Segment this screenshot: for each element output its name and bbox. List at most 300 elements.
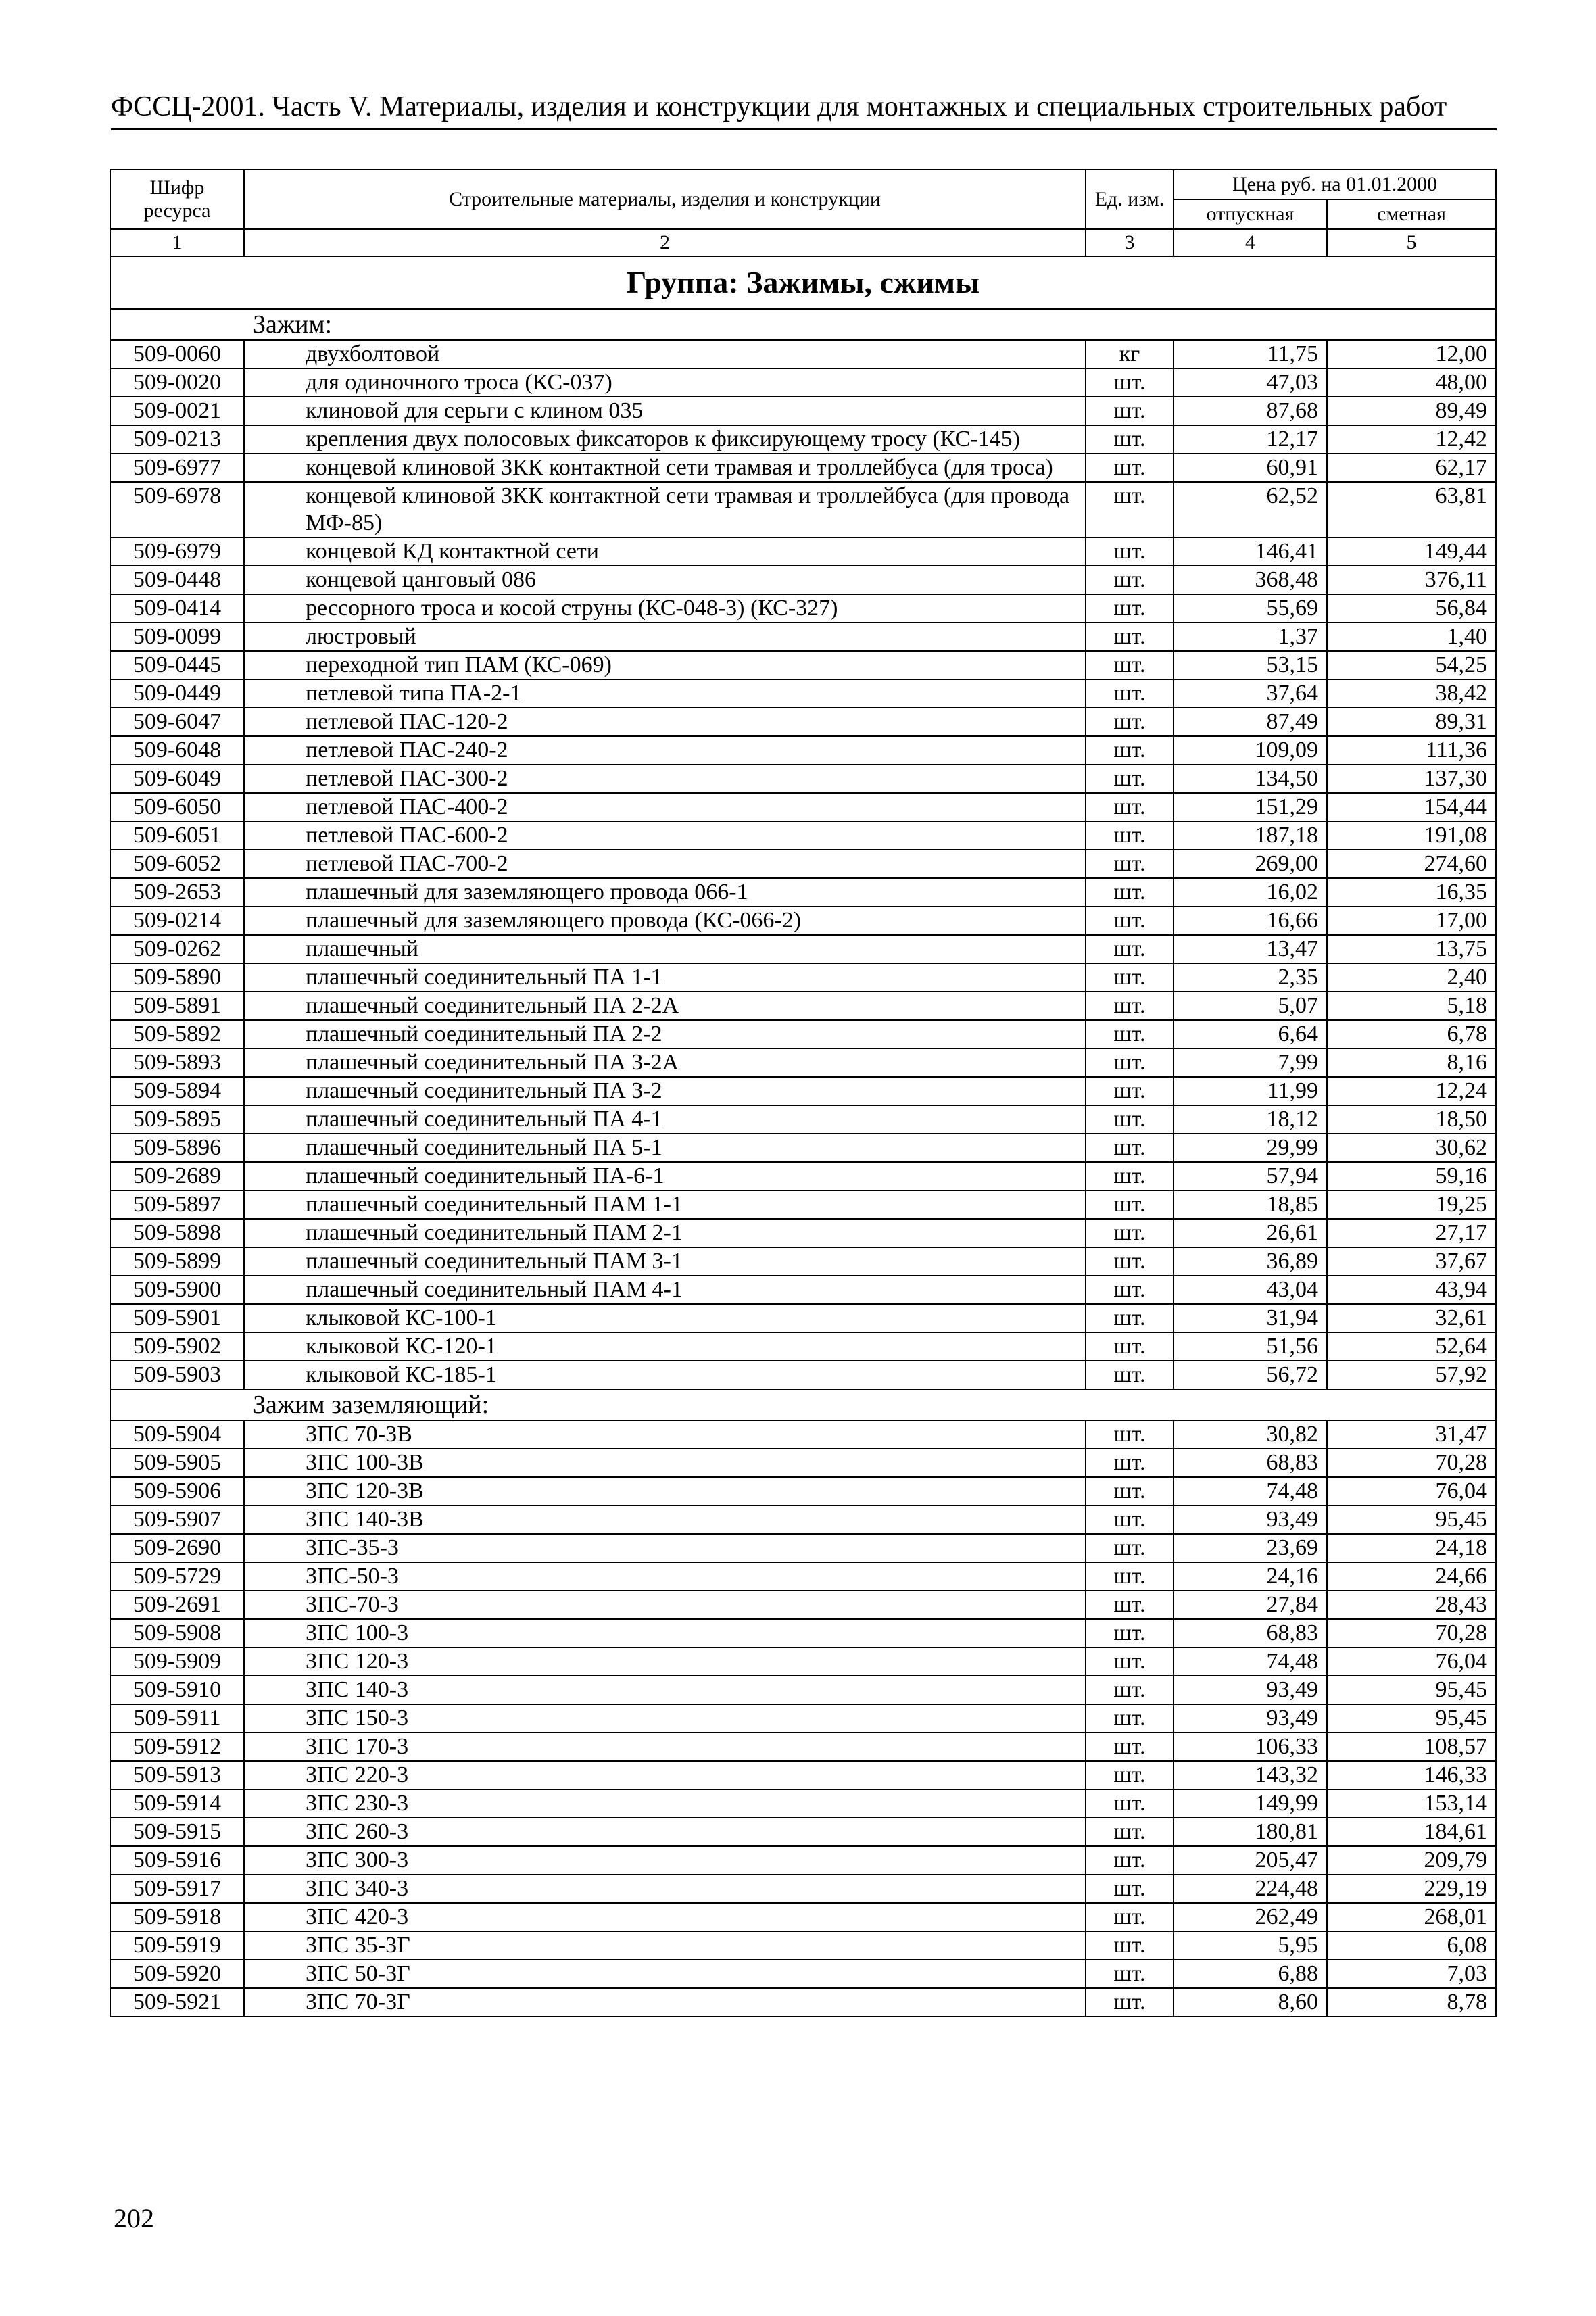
cell-code: 509-5906 [110, 1477, 244, 1505]
cell-unit: шт. [1086, 1818, 1174, 1846]
cell-code: 509-6047 [110, 708, 244, 736]
cell-unit: шт. [1086, 1676, 1174, 1704]
cell-code: 509-5897 [110, 1190, 244, 1219]
table-row [110, 907, 1496, 935]
table-row [110, 623, 1496, 651]
cell-code: 509-0414 [110, 594, 244, 623]
cell-unit: шт. [1086, 793, 1174, 821]
cell-code: 509-6051 [110, 821, 244, 850]
col-header-unit: Ед. изм. [1086, 170, 1174, 229]
table-row [110, 1304, 1496, 1332]
cell-release-price: 16,02 [1174, 878, 1327, 907]
cell-estimate-price: 18,50 [1327, 1105, 1496, 1134]
cell-estimate-price: 12,24 [1327, 1077, 1496, 1105]
cell-release-price: 269,00 [1174, 850, 1327, 878]
cell-code: 509-5902 [110, 1332, 244, 1361]
cell-estimate-price: 43,94 [1327, 1276, 1496, 1304]
table-row [110, 793, 1496, 821]
cell-estimate-price: 37,67 [1327, 1247, 1496, 1276]
cell-estimate-price: 268,01 [1327, 1903, 1496, 1931]
table-row [110, 935, 1496, 963]
cell-estimate-price: 70,28 [1327, 1619, 1496, 1647]
cell-name: клыковой КС-120-1 [244, 1332, 1086, 1361]
cell-name: концевой цанговый 086 [244, 566, 1086, 594]
cell-unit: шт. [1086, 935, 1174, 963]
col-header-release-price: отпускная [1174, 199, 1327, 229]
cell-estimate-price: 12,00 [1327, 340, 1496, 368]
table-row [110, 1332, 1496, 1361]
cell-unit: шт. [1086, 1449, 1174, 1477]
cell-name: плашечный соединительный ПА 2-2А [244, 992, 1086, 1020]
cell-estimate-price: 28,43 [1327, 1591, 1496, 1619]
page-title: ФССЦ-2001. Часть V. Материалы, изделия и конструкции для монтажных и специальных строительных работ [111, 91, 1447, 122]
cell-release-price: 109,09 [1174, 736, 1327, 765]
cell-release-price: 180,81 [1174, 1818, 1327, 1846]
cell-code: 509-5908 [110, 1619, 244, 1647]
cell-code: 509-6050 [110, 793, 244, 821]
cell-code: 509-5910 [110, 1676, 244, 1704]
cell-estimate-price: 8,16 [1327, 1048, 1496, 1077]
cell-name: плашечный соединительный ПАМ 4-1 [244, 1276, 1086, 1304]
table-row [110, 1048, 1496, 1077]
cell-name: концевой клиновой ЗКК контактной сети трамвая и троллейбуса (для троса) [244, 454, 1086, 482]
cell-unit: шт. [1086, 425, 1174, 454]
table-row [110, 1420, 1496, 1449]
cell-code: 509-5917 [110, 1875, 244, 1903]
cell-name: рессорного троса и косой струны (КС-048-3) (КС-327) [244, 594, 1086, 623]
cell-unit: шт. [1086, 1477, 1174, 1505]
cell-unit: шт. [1086, 1875, 1174, 1903]
cell-code: 509-0448 [110, 566, 244, 594]
cell-name: петлевой ПАС-600-2 [244, 821, 1086, 850]
table-row [110, 651, 1496, 679]
cell-estimate-price: 76,04 [1327, 1647, 1496, 1676]
table-row [110, 1020, 1496, 1048]
cell-code: 509-5913 [110, 1761, 244, 1789]
cell-estimate-price: 376,11 [1327, 566, 1496, 594]
cell-estimate-price: 137,30 [1327, 765, 1496, 793]
cell-unit: шт. [1086, 482, 1174, 537]
cell-release-price: 62,52 [1174, 482, 1327, 537]
cell-unit: шт. [1086, 736, 1174, 765]
cell-estimate-price: 209,79 [1327, 1846, 1496, 1875]
cell-name: ЗПС 150-3 [244, 1704, 1086, 1733]
section-title: Зажим заземляющий: [110, 1389, 1496, 1420]
cell-unit: шт. [1086, 1077, 1174, 1105]
cell-code: 509-5901 [110, 1304, 244, 1332]
cell-unit: шт. [1086, 1420, 1174, 1449]
cell-release-price: 36,89 [1174, 1247, 1327, 1276]
table-header-row [110, 170, 1496, 199]
cell-code: 509-5891 [110, 992, 244, 1020]
cell-code: 509-6049 [110, 765, 244, 793]
cell-name: ЗПС 260-3 [244, 1818, 1086, 1846]
cell-code: 509-5907 [110, 1505, 244, 1534]
cell-unit: шт. [1086, 1162, 1174, 1190]
cell-release-price: 93,49 [1174, 1505, 1327, 1534]
cell-name: ЗПС 140-3 [244, 1676, 1086, 1704]
cell-estimate-price: 63,81 [1327, 482, 1496, 537]
table-row [110, 1903, 1496, 1931]
cell-estimate-price: 95,45 [1327, 1505, 1496, 1534]
cell-estimate-price: 2,40 [1327, 963, 1496, 992]
cell-code: 509-6978 [110, 482, 244, 537]
cell-estimate-price: 89,49 [1327, 397, 1496, 425]
cell-name: двухболтовой [244, 340, 1086, 368]
cell-name: плашечный соединительный ПА 5-1 [244, 1134, 1086, 1162]
table-row [110, 566, 1496, 594]
cell-estimate-price: 95,45 [1327, 1676, 1496, 1704]
cell-code: 509-5898 [110, 1219, 244, 1247]
cell-code: 509-0449 [110, 679, 244, 708]
table-row [110, 1647, 1496, 1676]
cell-name: плашечный соединительный ПАМ 2-1 [244, 1219, 1086, 1247]
cell-estimate-price: 108,57 [1327, 1733, 1496, 1761]
cell-estimate-price: 30,62 [1327, 1134, 1496, 1162]
cell-release-price: 205,47 [1174, 1846, 1327, 1875]
cell-name: плашечный соединительный ПАМ 1-1 [244, 1190, 1086, 1219]
cell-unit: шт. [1086, 992, 1174, 1020]
cell-estimate-price: 5,18 [1327, 992, 1496, 1020]
cell-estimate-price: 54,25 [1327, 651, 1496, 679]
cell-estimate-price: 7,03 [1327, 1960, 1496, 1988]
cell-code: 509-2653 [110, 878, 244, 907]
cell-code: 509-5920 [110, 1960, 244, 1988]
cell-name: концевой клиновой ЗКК контактной сети трамвая и троллейбуса (для провода МФ-85) [244, 482, 1086, 537]
cell-estimate-price: 146,33 [1327, 1761, 1496, 1789]
cell-unit: шт. [1086, 1247, 1174, 1276]
cell-release-price: 68,83 [1174, 1449, 1327, 1477]
cell-unit: кг [1086, 340, 1174, 368]
table-row [110, 1134, 1496, 1162]
cell-release-price: 87,68 [1174, 397, 1327, 425]
cell-release-price: 23,69 [1174, 1534, 1327, 1562]
cell-release-price: 2,35 [1174, 963, 1327, 992]
cell-unit: шт. [1086, 1704, 1174, 1733]
cell-name: ЗПС 100-3В [244, 1449, 1086, 1477]
cell-release-price: 5,95 [1174, 1931, 1327, 1960]
cell-estimate-price: 89,31 [1327, 708, 1496, 736]
cell-release-price: 68,83 [1174, 1619, 1327, 1647]
cell-name: плашечный соединительный ПА 1-1 [244, 963, 1086, 992]
cell-release-price: 37,64 [1174, 679, 1327, 708]
cell-name: плашечный соединительный ПАМ 3-1 [244, 1247, 1086, 1276]
cell-unit: шт. [1086, 1105, 1174, 1134]
cell-name: ЗПС 70-3В [244, 1420, 1086, 1449]
table-row [110, 1162, 1496, 1190]
cell-name: переходной тип ПАМ (КС-069) [244, 651, 1086, 679]
cell-estimate-price: 27,17 [1327, 1219, 1496, 1247]
table-row [110, 765, 1496, 793]
cell-name: петлевой ПАС-300-2 [244, 765, 1086, 793]
cell-unit: шт. [1086, 651, 1174, 679]
cell-release-price: 143,32 [1174, 1761, 1327, 1789]
cell-unit: шт. [1086, 1304, 1174, 1332]
table-row [110, 992, 1496, 1020]
cell-estimate-price: 6,78 [1327, 1020, 1496, 1048]
cell-release-price: 47,03 [1174, 368, 1327, 397]
column-number: 4 [1174, 229, 1327, 256]
cell-estimate-price: 48,00 [1327, 368, 1496, 397]
cell-unit: шт. [1086, 368, 1174, 397]
cell-unit: шт. [1086, 1761, 1174, 1789]
table-row [110, 1960, 1496, 1988]
cell-name: ЗПС-50-3 [244, 1562, 1086, 1591]
cell-release-price: 6,64 [1174, 1020, 1327, 1048]
cell-unit: шт. [1086, 963, 1174, 992]
cell-estimate-price: 274,60 [1327, 850, 1496, 878]
cell-estimate-price: 149,44 [1327, 537, 1496, 566]
cell-code: 509-0214 [110, 907, 244, 935]
cell-name: петлевой ПАС-240-2 [244, 736, 1086, 765]
cell-release-price: 55,69 [1174, 594, 1327, 623]
cell-unit: шт. [1086, 1903, 1174, 1931]
table-row [110, 963, 1496, 992]
cell-release-price: 56,72 [1174, 1361, 1327, 1389]
cell-release-price: 368,48 [1174, 566, 1327, 594]
cell-code: 509-5904 [110, 1420, 244, 1449]
table-row [110, 850, 1496, 878]
cell-release-price: 146,41 [1174, 537, 1327, 566]
cell-estimate-price: 32,61 [1327, 1304, 1496, 1332]
cell-release-price: 12,17 [1174, 425, 1327, 454]
table-row [110, 1931, 1496, 1960]
cell-release-price: 51,56 [1174, 1332, 1327, 1361]
cell-unit: шт. [1086, 454, 1174, 482]
cell-unit: шт. [1086, 708, 1174, 736]
table-row [110, 1190, 1496, 1219]
cell-unit: шт. [1086, 850, 1174, 878]
col-header-code: Шифр ресурса [110, 170, 244, 229]
cell-release-price: 7,99 [1174, 1048, 1327, 1077]
table-row [110, 708, 1496, 736]
col-header-price: Цена руб. на 01.01.2000 [1174, 170, 1496, 199]
cell-unit: шт. [1086, 1562, 1174, 1591]
cell-estimate-price: 24,18 [1327, 1534, 1496, 1562]
cell-name: ЗПС 340-3 [244, 1875, 1086, 1903]
cell-unit: шт. [1086, 1647, 1174, 1676]
cell-name: клиновой для серьги с клином 035 [244, 397, 1086, 425]
col-header-estimate-price: сметная [1327, 199, 1496, 229]
cell-code: 509-5896 [110, 1134, 244, 1162]
col-header-name: Строительные материалы, изделия и конструкции [244, 170, 1086, 229]
cell-code: 509-5729 [110, 1562, 244, 1591]
cell-name: ЗПС 230-3 [244, 1789, 1086, 1818]
cell-code: 509-6052 [110, 850, 244, 878]
cell-name: ЗПС 50-3Г [244, 1960, 1086, 1988]
cell-unit: шт. [1086, 1190, 1174, 1219]
cell-code: 509-0099 [110, 623, 244, 651]
cell-code: 509-5914 [110, 1789, 244, 1818]
cell-estimate-price: 229,19 [1327, 1875, 1496, 1903]
table-row [110, 878, 1496, 907]
cell-release-price: 31,94 [1174, 1304, 1327, 1332]
cell-code: 509-0020 [110, 368, 244, 397]
cell-unit: шт. [1086, 1505, 1174, 1534]
table-row [110, 454, 1496, 482]
cell-name: ЗПС 120-3В [244, 1477, 1086, 1505]
cell-estimate-price: 31,47 [1327, 1420, 1496, 1449]
cell-code: 509-5900 [110, 1276, 244, 1304]
cell-release-price: 74,48 [1174, 1647, 1327, 1676]
cell-name: плашечный соединительный ПА 2-2 [244, 1020, 1086, 1048]
cell-name: клыковой КС-100-1 [244, 1304, 1086, 1332]
table-row [110, 397, 1496, 425]
cell-release-price: 1,37 [1174, 623, 1327, 651]
cell-estimate-price: 70,28 [1327, 1449, 1496, 1477]
cell-estimate-price: 57,92 [1327, 1361, 1496, 1389]
price-table-body [110, 170, 1496, 2017]
cell-release-price: 74,48 [1174, 1477, 1327, 1505]
table-row [110, 736, 1496, 765]
table-row [110, 1247, 1496, 1276]
title-divider [111, 128, 1497, 130]
table-row [110, 1534, 1496, 1562]
cell-name: ЗПС 170-3 [244, 1733, 1086, 1761]
cell-unit: шт. [1086, 594, 1174, 623]
cell-name: петлевой ПАС-700-2 [244, 850, 1086, 878]
table-row [110, 482, 1496, 537]
cell-name: люстровый [244, 623, 1086, 651]
cell-estimate-price: 154,44 [1327, 793, 1496, 821]
cell-name: плашечный соединительный ПА 3-2А [244, 1048, 1086, 1077]
table-row [110, 594, 1496, 623]
cell-unit: шт. [1086, 878, 1174, 907]
cell-name: для одиночного троса (КС-037) [244, 368, 1086, 397]
cell-unit: шт. [1086, 1931, 1174, 1960]
table-row [110, 1761, 1496, 1789]
cell-code: 509-5903 [110, 1361, 244, 1389]
column-number: 2 [244, 229, 1086, 256]
table-row [110, 821, 1496, 850]
cell-release-price: 93,49 [1174, 1676, 1327, 1704]
cell-unit: шт. [1086, 1361, 1174, 1389]
cell-unit: шт. [1086, 397, 1174, 425]
group-title-row [110, 256, 1496, 309]
cell-unit: шт. [1086, 1134, 1174, 1162]
cell-code: 509-5905 [110, 1449, 244, 1477]
table-row [110, 1619, 1496, 1647]
table-row [110, 1818, 1496, 1846]
cell-estimate-price: 38,42 [1327, 679, 1496, 708]
cell-code: 509-5918 [110, 1903, 244, 1931]
cell-release-price: 13,47 [1174, 935, 1327, 963]
table-row [110, 340, 1496, 368]
cell-name: плашечный для заземляющего провода (КС-066-2) [244, 907, 1086, 935]
cell-unit: шт. [1086, 765, 1174, 793]
cell-estimate-price: 16,35 [1327, 878, 1496, 907]
cell-unit: шт. [1086, 1988, 1174, 2017]
cell-estimate-price: 59,16 [1327, 1162, 1496, 1190]
column-number: 5 [1327, 229, 1496, 256]
cell-name: ЗПС 120-3 [244, 1647, 1086, 1676]
cell-estimate-price: 62,17 [1327, 454, 1496, 482]
column-number: 1 [110, 229, 244, 256]
cell-estimate-price: 52,64 [1327, 1332, 1496, 1361]
cell-name: ЗПС 300-3 [244, 1846, 1086, 1875]
cell-name: ЗПС 100-3 [244, 1619, 1086, 1647]
cell-name: ЗПС 420-3 [244, 1903, 1086, 1931]
cell-estimate-price: 19,25 [1327, 1190, 1496, 1219]
cell-release-price: 93,49 [1174, 1704, 1327, 1733]
table-row [110, 1077, 1496, 1105]
cell-release-price: 60,91 [1174, 454, 1327, 482]
column-number-row [110, 229, 1496, 256]
cell-code: 509-2691 [110, 1591, 244, 1619]
cell-unit: шт. [1086, 821, 1174, 850]
cell-estimate-price: 153,14 [1327, 1789, 1496, 1818]
cell-release-price: 224,48 [1174, 1875, 1327, 1903]
cell-release-price: 106,33 [1174, 1733, 1327, 1761]
cell-code: 509-0213 [110, 425, 244, 454]
cell-release-price: 149,99 [1174, 1789, 1327, 1818]
section-title-row [110, 309, 1496, 340]
table-row [110, 1105, 1496, 1134]
price-table [110, 169, 1497, 2017]
cell-estimate-price: 111,36 [1327, 736, 1496, 765]
cell-name: ЗПС 140-3В [244, 1505, 1086, 1534]
cell-name: петлевой ПАС-120-2 [244, 708, 1086, 736]
cell-estimate-price: 1,40 [1327, 623, 1496, 651]
cell-release-price: 8,60 [1174, 1988, 1327, 2017]
cell-unit: шт. [1086, 1733, 1174, 1761]
cell-release-price: 43,04 [1174, 1276, 1327, 1304]
cell-unit: шт. [1086, 1960, 1174, 1988]
cell-code: 509-0021 [110, 397, 244, 425]
section-title: Зажим: [110, 309, 1496, 340]
cell-release-price: 151,29 [1174, 793, 1327, 821]
cell-code: 509-5892 [110, 1020, 244, 1048]
cell-estimate-price: 6,08 [1327, 1931, 1496, 1960]
cell-code: 509-5916 [110, 1846, 244, 1875]
cell-name: плашечный [244, 935, 1086, 963]
cell-release-price: 134,50 [1174, 765, 1327, 793]
cell-estimate-price: 56,84 [1327, 594, 1496, 623]
section-title-row [110, 1389, 1496, 1420]
cell-estimate-price: 17,00 [1327, 907, 1496, 935]
cell-name: плашечный соединительный ПА-6-1 [244, 1162, 1086, 1190]
table-row [110, 1361, 1496, 1389]
table-row [110, 1733, 1496, 1761]
cell-unit: шт. [1086, 1789, 1174, 1818]
cell-code: 509-5915 [110, 1818, 244, 1846]
table-row [110, 1562, 1496, 1591]
cell-unit: шт. [1086, 1219, 1174, 1247]
cell-release-price: 18,12 [1174, 1105, 1327, 1134]
table-row [110, 679, 1496, 708]
cell-name: ЗПС-70-3 [244, 1591, 1086, 1619]
cell-code: 509-5909 [110, 1647, 244, 1676]
table-row [110, 1477, 1496, 1505]
cell-unit: шт. [1086, 537, 1174, 566]
cell-unit: шт. [1086, 1591, 1174, 1619]
cell-code: 509-5890 [110, 963, 244, 992]
cell-code: 509-5893 [110, 1048, 244, 1077]
cell-release-price: 11,99 [1174, 1077, 1327, 1105]
cell-name: петлевой ПАС-400-2 [244, 793, 1086, 821]
cell-unit: шт. [1086, 679, 1174, 708]
cell-code: 509-5911 [110, 1704, 244, 1733]
cell-code: 509-6979 [110, 537, 244, 566]
cell-unit: шт. [1086, 1276, 1174, 1304]
cell-code: 509-0445 [110, 651, 244, 679]
cell-release-price: 11,75 [1174, 340, 1327, 368]
cell-name: клыковой КС-185-1 [244, 1361, 1086, 1389]
table-row [110, 1789, 1496, 1818]
table-row [110, 1449, 1496, 1477]
cell-name: крепления двух полосовых фиксаторов к фиксирующему тросу (КС-145) [244, 425, 1086, 454]
cell-estimate-price: 76,04 [1327, 1477, 1496, 1505]
